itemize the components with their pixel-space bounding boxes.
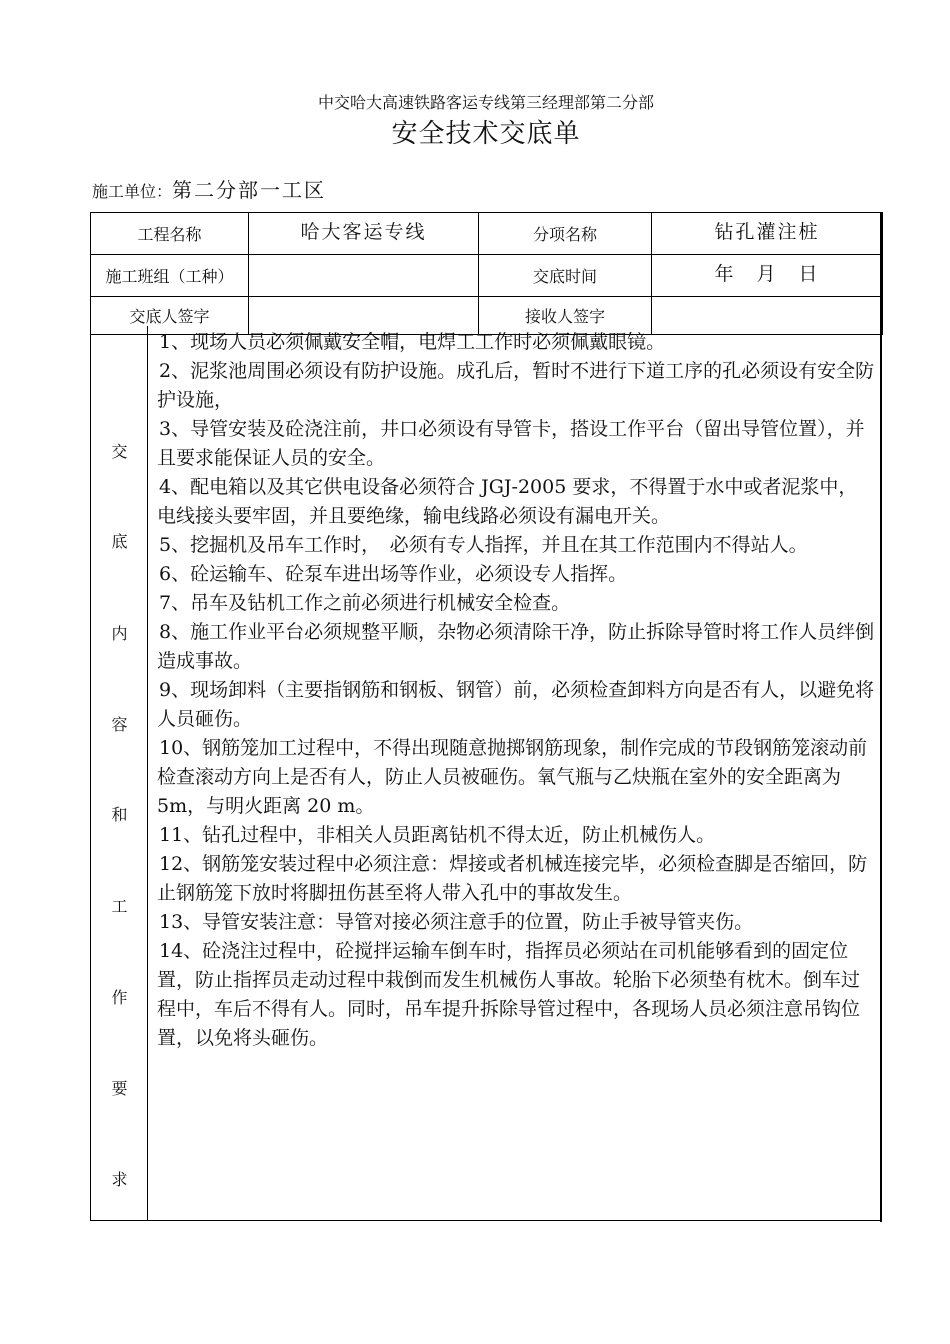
info-row-project xyxy=(91,213,883,255)
briefing-item: 11、钻孔过程中，非相关人员距离钻机不得太近，防止机械伤人。 xyxy=(159,824,716,846)
item-name-value: 钻孔灌注桩 xyxy=(652,213,883,255)
side-label-char: 内 xyxy=(111,624,128,643)
briefing-item: 1、现场人员必须佩戴安全帽，电焊工工作时必须佩戴眼镜。 xyxy=(159,331,666,353)
briefing-item: 10、钢筋笼加工过程中，不得出现随意抛掷钢筋现象，制作完成的节段钢筋笼滚动前检查滚动方向上是否有人，防止人员被砸伤。氧气瓶与乙炔瓶在室外的安全距离为 5m，与明火距离 20 m。 xyxy=(157,737,868,817)
briefing-item: 8、施工作业平台必须规整平顺，杂物必须清除干净，防止拆除导管时将工作人员绊倒造成事故。 xyxy=(157,621,875,672)
side-label-char: 求 xyxy=(111,1170,128,1189)
info-row-team xyxy=(91,255,883,297)
side-label-char: 底 xyxy=(111,532,128,551)
briefing-item: 4、配电箱以及其它供电设备必须符合 JGJ-2005 要求，不得置于水中或者泥浆中，电线接头要牢固，并且要绝缘，输电线路必须设有漏电开关。 xyxy=(157,476,858,527)
construction-unit xyxy=(92,174,326,203)
briefer-sign-label: 交底人签字 xyxy=(91,297,249,335)
side-label-char: 容 xyxy=(111,715,128,734)
briefing-item: 3、导管安装及砼浇注前，井口必须设有导管卡，搭设工作平台（留出导管位置），并且要求能保证人员的安全。 xyxy=(157,418,865,469)
briefing-content-box xyxy=(90,326,881,1221)
side-label-char: 要 xyxy=(111,1079,128,1098)
time-label: 交底时间 xyxy=(479,255,652,297)
document-title: 安全技术交底单 xyxy=(391,119,581,149)
side-label-char: 作 xyxy=(111,988,128,1007)
briefing-item: 7、吊车及钻机工作之前必须进行机械安全检查。 xyxy=(159,592,571,614)
team-label: 施工班组（工种） xyxy=(91,255,249,297)
project-name-label: 工程名称 xyxy=(91,213,249,255)
project-name-value: 哈大客运专线 xyxy=(249,213,479,255)
briefing-item: 12、钢筋笼安装过程中必须注意：焊接或者机械连接完毕，必须检查脚是否缩回，防止钢筋笼下放时将脚扭伤甚至将人带入孔中的事故发生。 xyxy=(157,853,868,904)
unit-label: 施工单位： xyxy=(92,182,173,201)
receiver-sign-label: 接收人签字 xyxy=(479,297,652,335)
briefing-item: 2、泥浆池周围必须设有防护设施。成孔后，暂时不进行下道工序的孔必须设有安全防护设施， xyxy=(157,360,875,411)
briefing-item: 5、挖掘机及吊车工作时， 必须有专人指挥，并且在其工作范围内不得站人。 xyxy=(159,534,808,556)
organization-name: 中交哈大高速铁路客运专线第三经理部第二分部 xyxy=(317,93,654,112)
time-value: 年 月 日 xyxy=(652,255,883,297)
side-label-column xyxy=(91,326,148,1220)
briefing-item: 14、砼浇注过程中，砼搅拌运输车倒车时，指挥员必须站在司机能够看到的固定位置，防止指挥员走动过程中栽倒而发生机械伤人事故。轮胎下必须垫有枕木。倒车过程中，车后不得有人。同时，吊车提升拆除导管过程中，各现场人员必须注意吊钩位置，以免将头砸伤。 xyxy=(157,940,861,1049)
side-label-char: 工 xyxy=(111,897,128,916)
team-value xyxy=(249,255,479,297)
info-table xyxy=(90,212,883,335)
briefing-item: 9、现场卸料（主要指钢筋和钢板、钢管）前，必须检查卸料方向是否有人，以避免将人员砸伤。 xyxy=(157,679,875,730)
item-name-label: 分项名称 xyxy=(479,213,652,255)
briefing-item: 6、砼运输车、砼泵车进出场等作业，必须设专人指挥。 xyxy=(159,563,628,585)
side-label-char: 交 xyxy=(111,442,128,461)
table-right-border xyxy=(880,212,882,1222)
unit-value: 第二分部一工区 xyxy=(172,178,327,202)
side-label-char: 和 xyxy=(111,805,128,824)
briefing-item: 13、导管安装注意：导管对接必须注意手的位置，防止手被导管夹伤。 xyxy=(159,911,754,933)
briefing-items xyxy=(157,328,875,1053)
